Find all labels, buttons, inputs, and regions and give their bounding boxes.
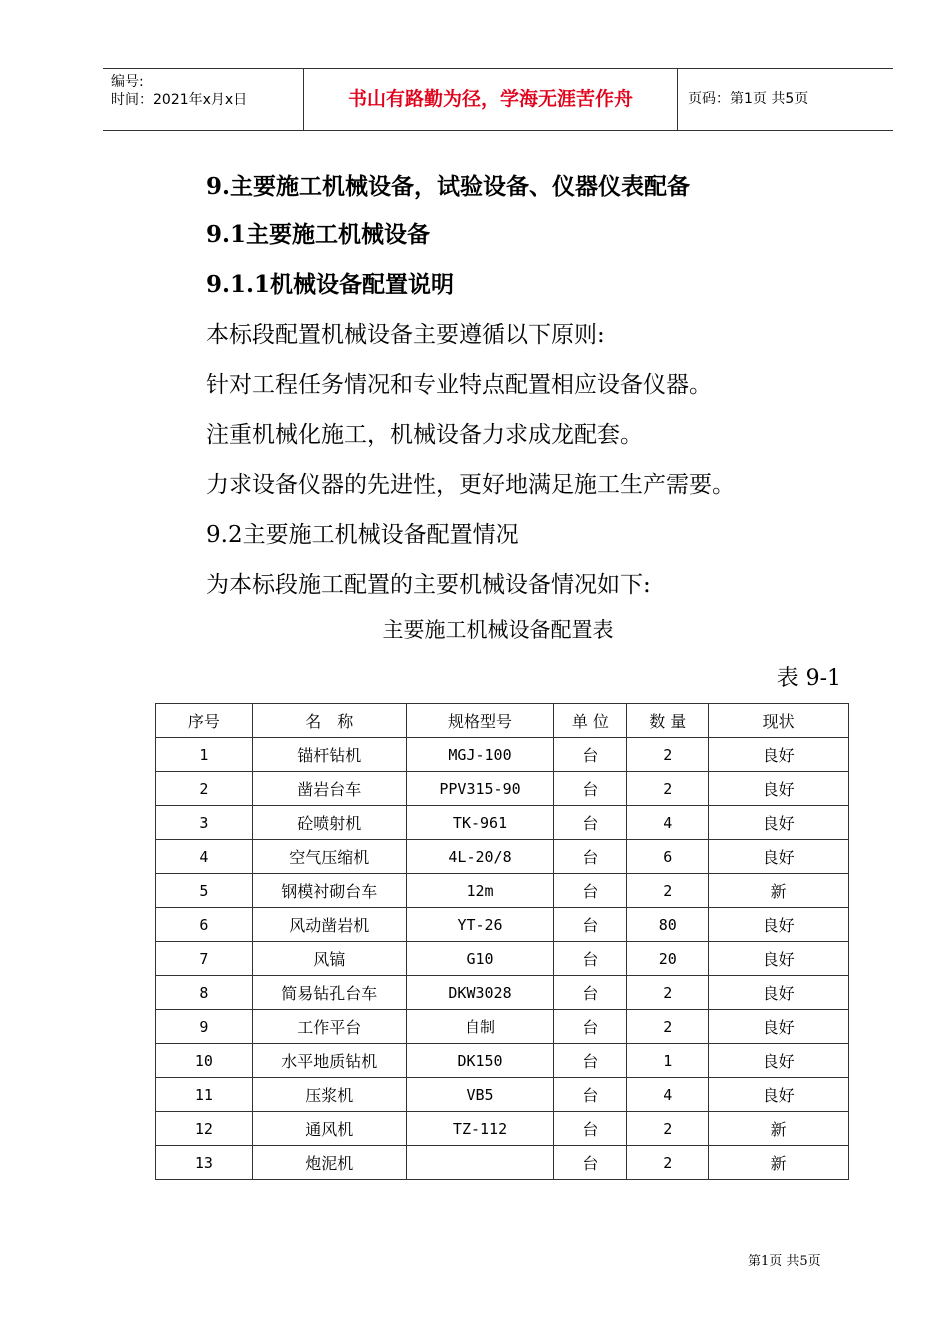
cell-seq: 11: [156, 1078, 253, 1112]
cell-qty: 4: [627, 806, 709, 840]
table-header-row: [156, 704, 849, 738]
cell-name: 钢模衬砌台车: [252, 874, 406, 908]
cell-seq: 12: [156, 1112, 253, 1146]
heading-9: 9.主要施工机械设备，试验设备、仪器仪表配备: [206, 173, 691, 200]
cell-unit: 台: [554, 874, 627, 908]
cell-seq: 9: [156, 1010, 253, 1044]
header-unit: 单 位: [554, 704, 627, 738]
cell-name: 砼喷射机: [252, 806, 406, 840]
cell-qty: 1: [627, 1044, 709, 1078]
table-row: [156, 1010, 849, 1044]
cell-seq: 13: [156, 1146, 253, 1180]
cell-unit: 台: [554, 738, 627, 772]
header-page-info: 页码：第1页 共5页: [688, 91, 809, 107]
page-footer: 第1页 共5页: [748, 1254, 821, 1269]
cell-unit: 台: [554, 806, 627, 840]
cell-unit: 台: [554, 840, 627, 874]
cell-unit: 台: [554, 1146, 627, 1180]
cell-name: 通风机: [252, 1112, 406, 1146]
cell-status: 良好: [709, 738, 849, 772]
cell-qty: 2: [627, 772, 709, 806]
cell-qty: 2: [627, 1146, 709, 1180]
cell-status: 新: [709, 1112, 849, 1146]
cell-model: 自制: [406, 1010, 554, 1044]
cell-seq: 4: [156, 840, 253, 874]
cell-unit: 台: [554, 1112, 627, 1146]
cell-model: MGJ-100: [406, 738, 554, 772]
header-model: 规格型号: [406, 704, 554, 738]
paragraph-3: 注重机械化施工，机械设备力求成龙配套。: [206, 422, 643, 448]
table-row: [156, 806, 849, 840]
cell-status: 新: [709, 874, 849, 908]
cell-name: 风镐: [252, 942, 406, 976]
header-qty: 数 量: [627, 704, 709, 738]
table-number: 表 9-1: [776, 666, 841, 691]
table-row: [156, 1146, 849, 1180]
paragraph-1: 本标段配置机械设备主要遵循以下原则:: [206, 322, 605, 348]
cell-name: 简易钻孔台车: [252, 976, 406, 1010]
table-row: [156, 840, 849, 874]
cell-status: 良好: [709, 806, 849, 840]
cell-status: 良好: [709, 1044, 849, 1078]
cell-unit: 台: [554, 1010, 627, 1044]
cell-model: 4L-20/8: [406, 840, 554, 874]
equipment-table: [155, 703, 849, 1180]
cell-unit: 台: [554, 976, 627, 1010]
cell-name: 空气压缩机: [252, 840, 406, 874]
cell-qty: 2: [627, 1010, 709, 1044]
header-meta: [103, 69, 304, 130]
table-row: [156, 908, 849, 942]
heading-9-1: 9.1主要施工机械设备: [206, 221, 431, 248]
header-motto: 书山有路勤为径，学海无涯苦作舟: [304, 69, 678, 130]
cell-unit: 台: [554, 1078, 627, 1112]
cell-status: 良好: [709, 942, 849, 976]
cell-model: YT-26: [406, 908, 554, 942]
cell-seq: 10: [156, 1044, 253, 1078]
header-status: 现状: [709, 704, 849, 738]
cell-model: 12m: [406, 874, 554, 908]
cell-status: 良好: [709, 908, 849, 942]
table-row: [156, 1044, 849, 1078]
cell-name: 凿岩台车: [252, 772, 406, 806]
cell-name: 水平地质钻机: [252, 1044, 406, 1078]
cell-name: 风动凿岩机: [252, 908, 406, 942]
cell-qty: 2: [627, 976, 709, 1010]
cell-status: 新: [709, 1146, 849, 1180]
cell-model: TK-961: [406, 806, 554, 840]
cell-status: 良好: [709, 772, 849, 806]
cell-model: G10: [406, 942, 554, 976]
cell-qty: 20: [627, 942, 709, 976]
cell-seq: 5: [156, 874, 253, 908]
cell-name: 压浆机: [252, 1078, 406, 1112]
cell-model: [406, 1146, 554, 1180]
table-row: [156, 1078, 849, 1112]
header-time-label: 时间：2021年x月x日: [111, 92, 248, 108]
table-row: [156, 942, 849, 976]
cell-model: TZ-112: [406, 1112, 554, 1146]
cell-name: 工作平台: [252, 1010, 406, 1044]
paragraph-5: 为本标段施工配置的主要机械设备情况如下:: [206, 572, 651, 598]
cell-qty: 2: [627, 1112, 709, 1146]
table-caption: 主要施工机械设备配置表: [382, 618, 614, 642]
cell-status: 良好: [709, 840, 849, 874]
cell-unit: 台: [554, 1044, 627, 1078]
table-row: [156, 976, 849, 1010]
cell-status: 良好: [709, 976, 849, 1010]
cell-qty: 2: [627, 738, 709, 772]
cell-seq: 7: [156, 942, 253, 976]
cell-name: 锚杆钻机: [252, 738, 406, 772]
table-row: [156, 772, 849, 806]
table-row: [156, 874, 849, 908]
cell-seq: 8: [156, 976, 253, 1010]
page-header: [103, 68, 893, 131]
cell-unit: 台: [554, 772, 627, 806]
header-id-label: 编号:: [111, 74, 144, 90]
cell-seq: 1: [156, 738, 253, 772]
cell-seq: 2: [156, 772, 253, 806]
cell-model: VB5: [406, 1078, 554, 1112]
cell-qty: 2: [627, 874, 709, 908]
cell-qty: 80: [627, 908, 709, 942]
cell-seq: 3: [156, 806, 253, 840]
heading-9-1-1: 9.1.1机械设备配置说明: [206, 271, 455, 298]
cell-name: 炮泥机: [252, 1146, 406, 1180]
heading-9-2: 9.2主要施工机械设备配置情况: [206, 522, 519, 548]
paragraph-2: 针对工程任务情况和专业特点配置相应设备仪器。: [206, 372, 712, 398]
cell-model: PPV315-90: [406, 772, 554, 806]
header-name: 名 称: [252, 704, 406, 738]
table-row: [156, 738, 849, 772]
cell-status: 良好: [709, 1078, 849, 1112]
header-seq: 序号: [156, 704, 253, 738]
cell-unit: 台: [554, 908, 627, 942]
cell-seq: 6: [156, 908, 253, 942]
cell-model: DKW3028: [406, 976, 554, 1010]
table-row: [156, 1112, 849, 1146]
cell-status: 良好: [709, 1010, 849, 1044]
cell-unit: 台: [554, 942, 627, 976]
cell-qty: 4: [627, 1078, 709, 1112]
cell-model: DK150: [406, 1044, 554, 1078]
cell-qty: 6: [627, 840, 709, 874]
paragraph-4: 力求设备仪器的先进性，更好地满足施工生产需要。: [206, 472, 735, 498]
